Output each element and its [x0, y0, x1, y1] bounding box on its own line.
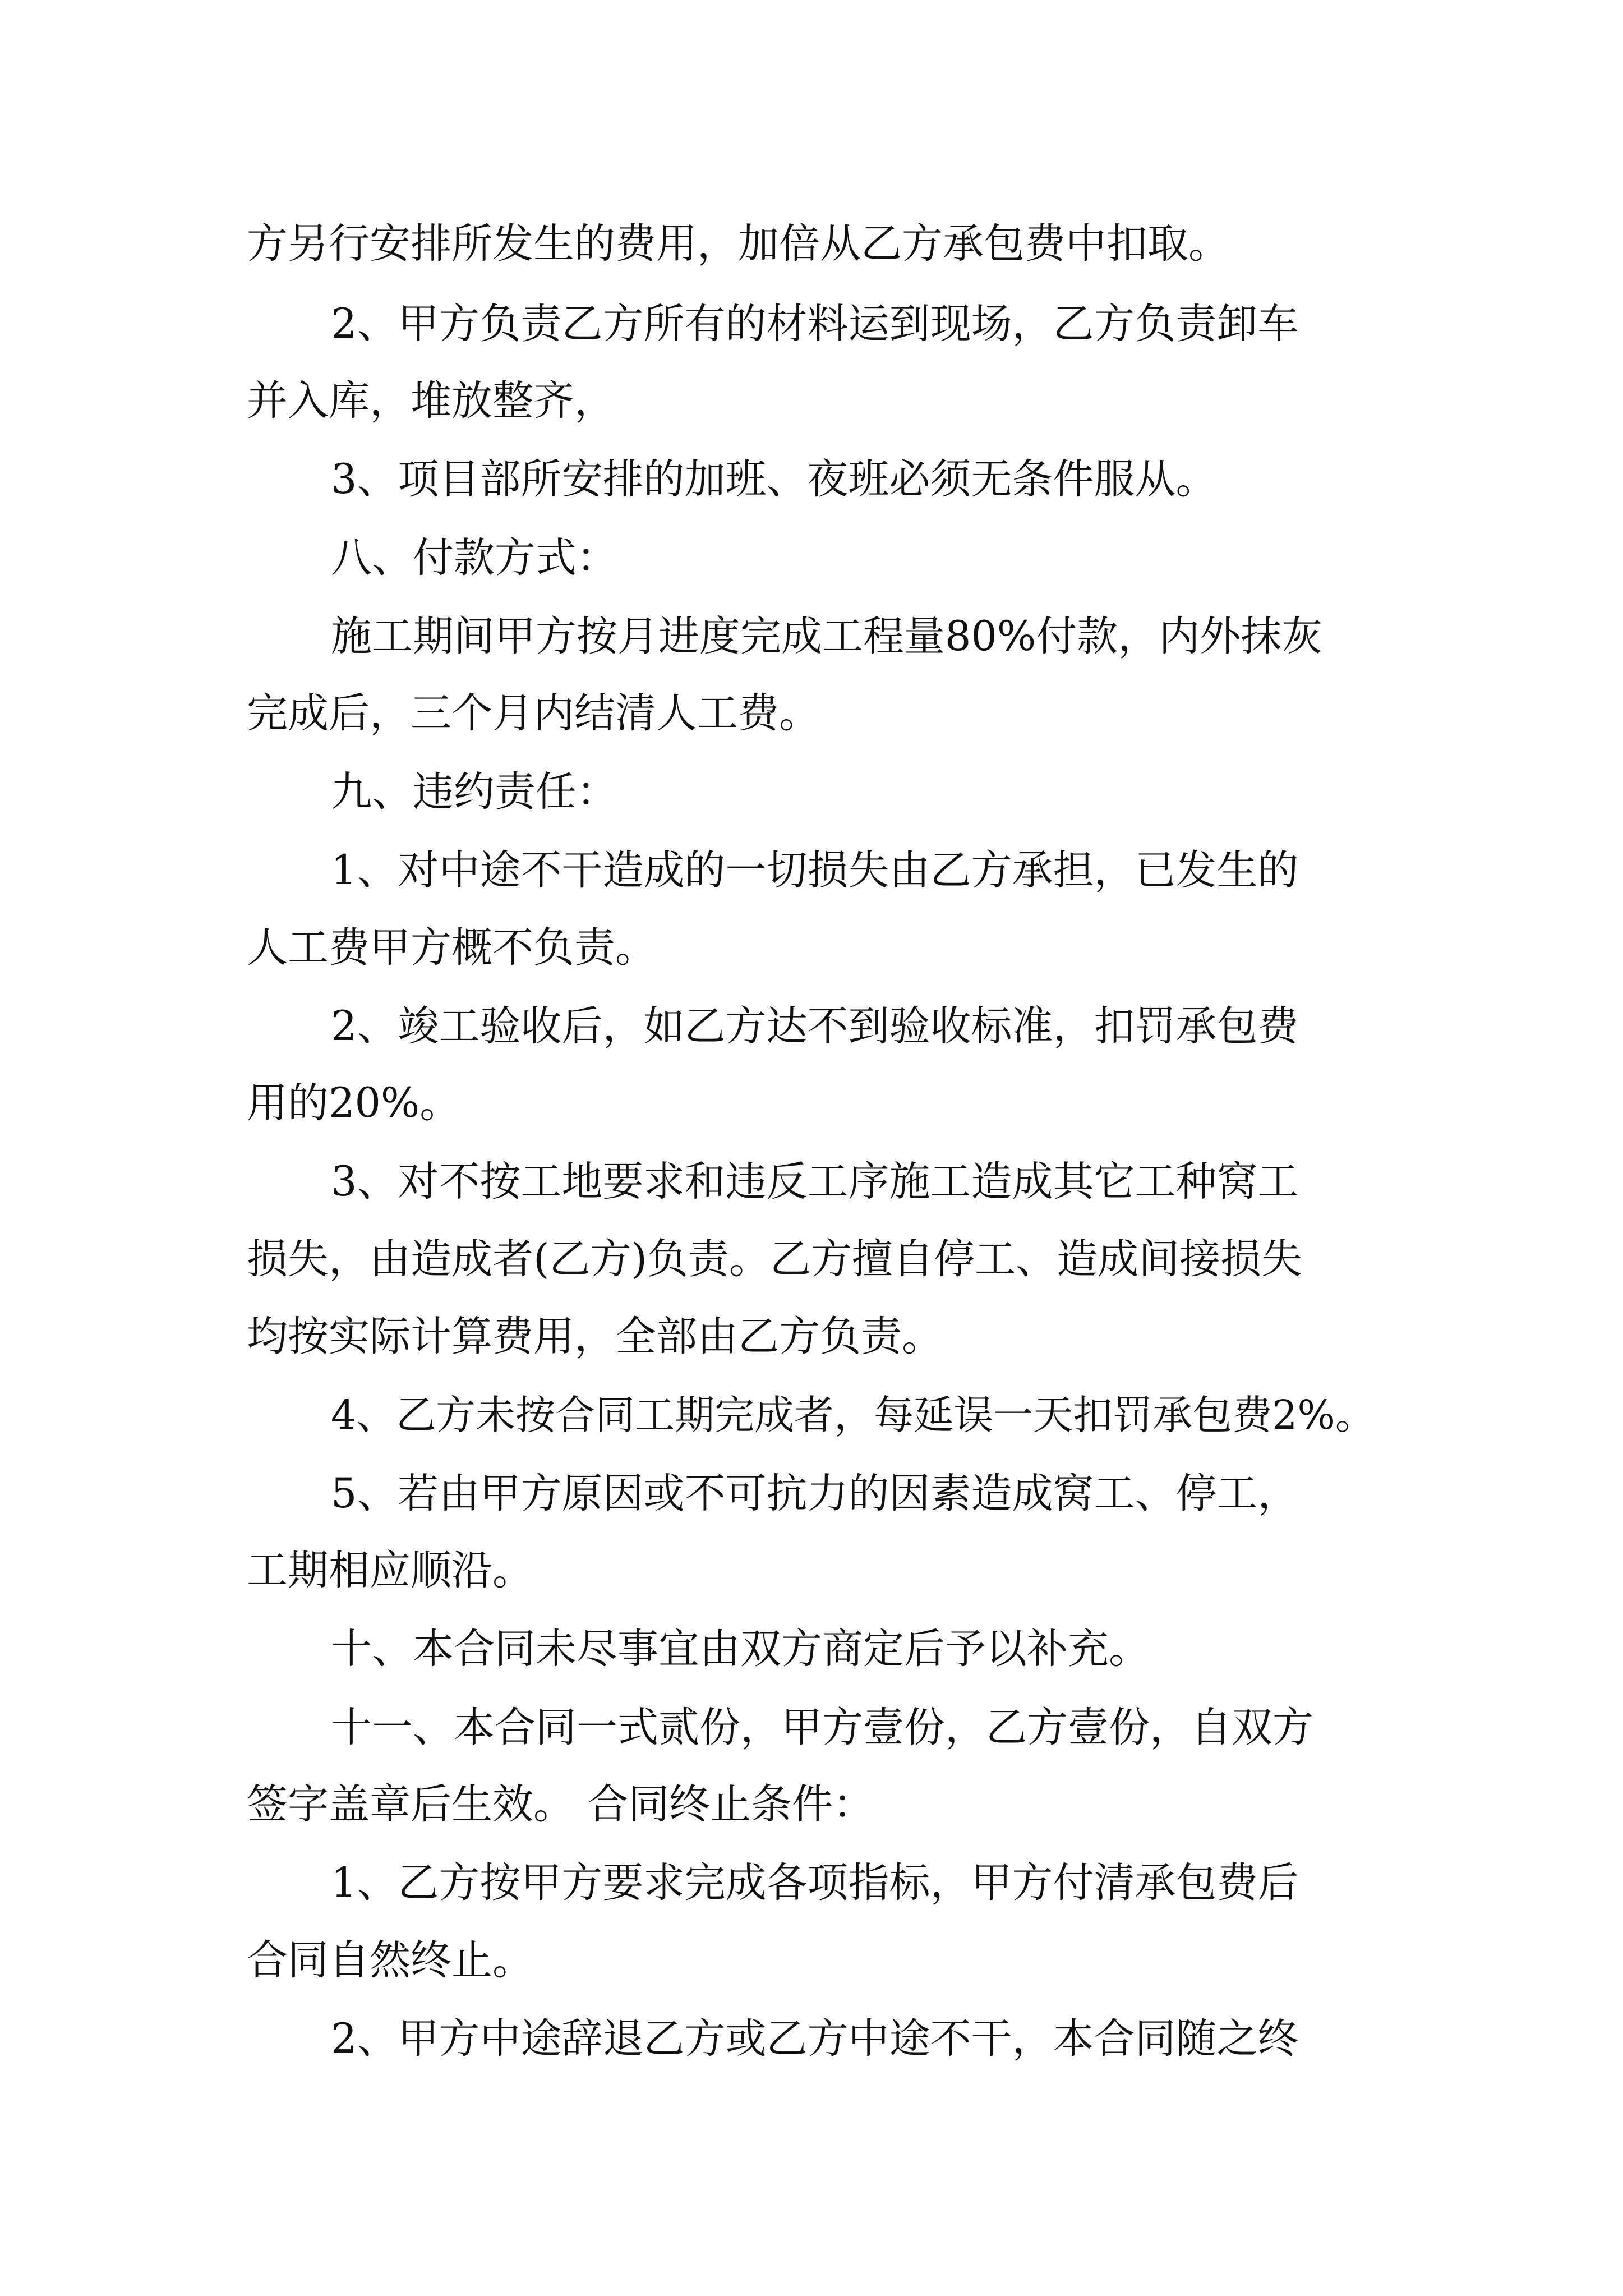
text-line: 施工期间甲方按月进度完成工程量80%付款，内外抹灰	[331, 613, 1323, 660]
section-heading: 十、本合同未尽事宜由双方商定后予以补充。	[331, 1625, 1150, 1673]
text-line: 并入库，堆放整齐，	[247, 377, 615, 425]
text-line: 用的20%。	[247, 1079, 461, 1127]
section-heading: 十一、本合同一式贰份，甲方壹份，乙方壹份，自双方	[331, 1704, 1313, 1751]
text-line: 人工费甲方概不负责。	[247, 924, 656, 972]
text-line: 4、乙方未按合同工期完成者，每延误一天扣罚承包费2%。	[331, 1392, 1375, 1438]
text-line: 3、对不按工地要求和违反工序施工造成其它工种窝工	[331, 1158, 1299, 1205]
text-line: 工期相应顺沿。	[247, 1547, 533, 1594]
text-line: 损失，由造成者(乙方)负责。乙方擅自停工、造成间接损失	[247, 1235, 1302, 1283]
section-heading: 八、付款方式：	[331, 534, 617, 582]
text-line: 签字盖章后生效。 合同终止条件：	[247, 1780, 874, 1828]
text-line: 均按实际计算费用，全部由乙方负责。	[247, 1313, 943, 1360]
text-line: 方另行安排所发生的费用，加倍从乙方承包费中扣取。	[247, 220, 1229, 268]
text-line: 5、若由甲方原因或不可抗力的因素造成窝工、停工，	[331, 1470, 1299, 1517]
text-line: 合同自然终止。	[247, 1936, 533, 1984]
text-line: 1、乙方按甲方要求完成各项指标，甲方付清承包费后	[331, 1859, 1299, 1907]
text-line: 1、对中途不干造成的一切损失由乙方承担，已发生的	[331, 846, 1299, 894]
text-line: 3、项目部所安排的加班、夜班必须无条件服从。	[331, 455, 1217, 503]
text-line: 完成后，三个月内结清人工费。	[247, 689, 820, 737]
text-line: 2、甲方负责乙方所有的材料运到现场，乙方负责卸车	[331, 300, 1299, 348]
section-heading: 九、违约责任：	[331, 768, 617, 816]
text-line: 2、竣工验收后，如乙方达不到验收标准，扣罚承包费	[331, 1002, 1299, 1050]
text-line: 2、甲方中途辞退乙方或乙方中途不干，本合同随之终	[331, 2015, 1299, 2063]
